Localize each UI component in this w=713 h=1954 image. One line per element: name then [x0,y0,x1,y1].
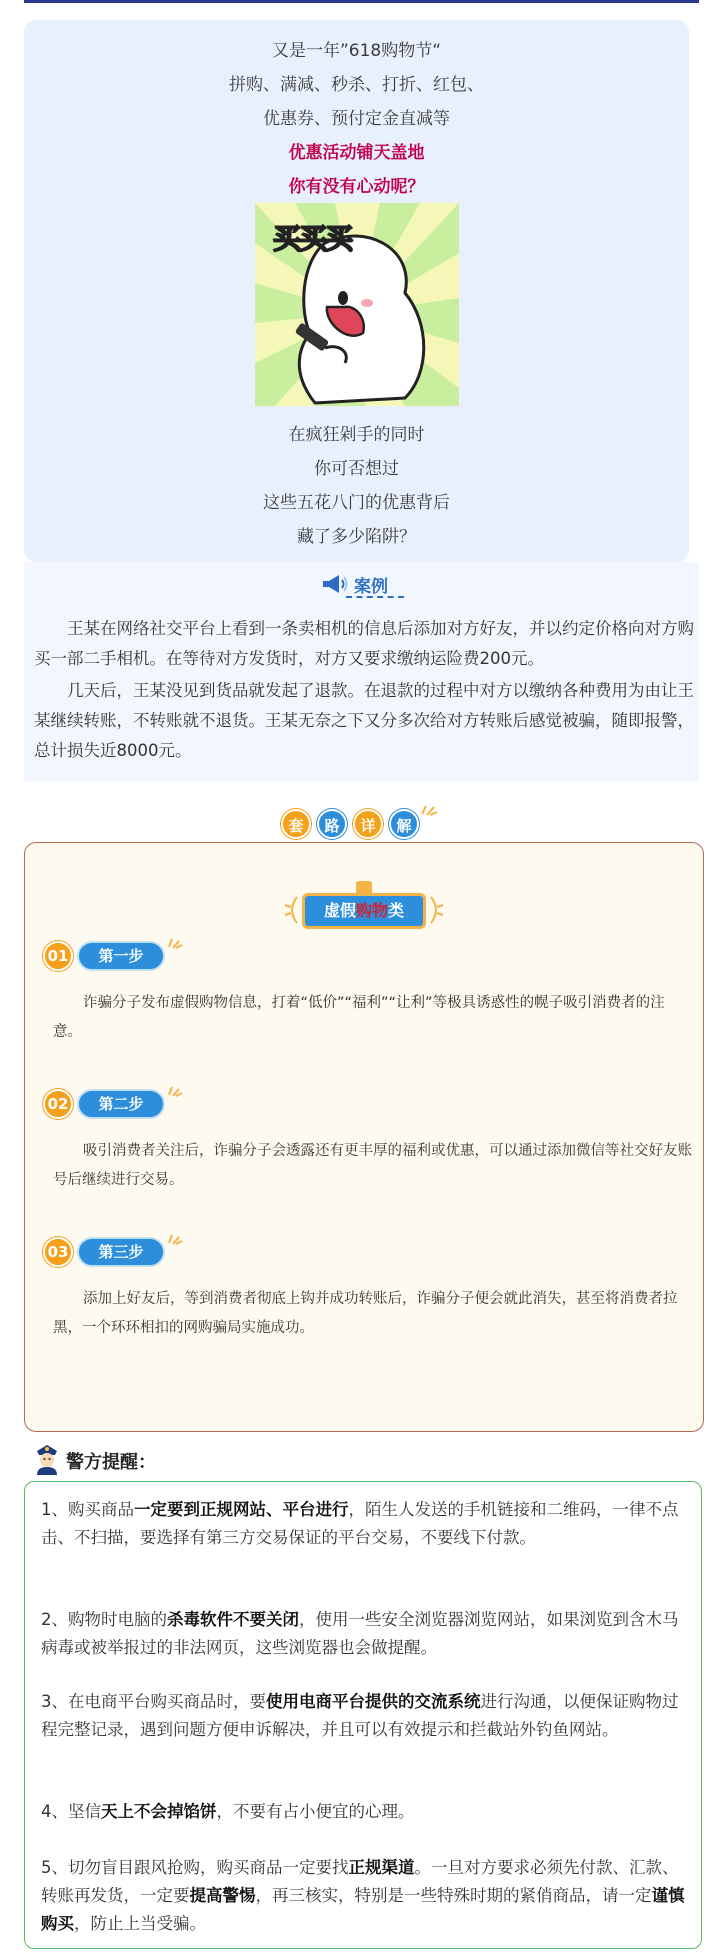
warning-item-5 [41,1854,689,1938]
warning-text: ，再三核实，特别是一些特殊时期的紧俏商品，请一定 [255,1886,652,1905]
title-char-2: 路 [317,809,347,839]
sparkle-icon [167,935,183,949]
routine-panel [24,842,704,1432]
warning-bold-text: 正规渠道 [348,1858,415,1877]
warning-item-1 [41,1496,689,1552]
category-text-highlight: 购物 [355,901,388,920]
intro-after-4: 藏了多少陷阱？ [297,527,416,547]
warning-text: 1、购买商品 [41,1500,134,1519]
warning-bold-text: 杀毒软件不要关闭 [167,1610,299,1629]
case-paragraph-1: 王某在网络社交平台上看到一条卖相机的信息后添加对方好友，并以约定价格向对方购买一部二手相机。在等待对方发货时，对方又要求缴纳运险费200元。 [34,619,694,668]
warning-bold-text: 谨慎购买 [41,1886,685,1933]
step-number-3: 03 [43,1237,73,1267]
title-char-4: 解 [389,809,419,839]
step-label-1: 第一步 [77,941,165,971]
warning-text: 。一旦对方要求必须先付款、汇款、转账再发货，一定要 [41,1858,679,1905]
intro-highlight-1: 优惠活动铺天盖地 [288,143,425,163]
top-divider [24,0,699,3]
case-panel [24,562,699,782]
warning-text: 3、在电商平台购买商品时，要 [41,1692,266,1711]
warning-item-2 [41,1606,689,1662]
warning-bold-text: 天上不会掉馅饼 [101,1802,217,1821]
buy-buy-buy-meme [255,203,459,406]
intro-line-1: 又是一年”618购物节“ [271,41,442,61]
step-number-1: 01 [43,941,73,971]
step-text-1: 诈骗分子发布虚假购物信息，打着“低价”“福利”“让利”等极具诱惑性的幌子吸引消费者的注意。 [53,995,665,1040]
intro-after-2: 你可否想过 [314,459,399,479]
step-number-2: 02 [43,1089,73,1119]
step-text-2: 吸引消费者关注后，诈骗分子会透露还有更丰厚的福利或优惠，可以通过添加微信等社交好友账号后继续进行交易。 [53,1143,692,1188]
bracket-right-icon [429,895,445,925]
intro-after-3: 这些五花八门的优惠背后 [263,493,450,513]
sparkle-icon [420,800,438,816]
warning-text: ，陌生人发送的手机链接和二维码，一律不点击、不扫描，要选择有第三方交易保证的平台交易，不要线下付款。 [41,1500,679,1547]
warning-bold-text: 使用电商平台提供的交流系统 [266,1692,481,1711]
category-badge [302,893,426,929]
step-text-3: 添加上好友后，等到消费者彻底上钩并成功转账后，诈骗分子便会就此消失，甚至将消费者拉黑，一个环环相扣的网购骗局实施成功。 [53,1291,678,1336]
warning-text: ，使用一些安全浏览器浏览网站，如果浏览到含木马病毒或被举报过的非法网页，这些浏览器也会做提醒。 [41,1610,679,1657]
sparkle-icon [167,1231,183,1245]
warning-text: 5、切勿盲目跟风抢购，购买商品一定要找 [41,1858,349,1877]
warning-item-3 [41,1688,689,1744]
warning-text: ，防止上当受骗。 [74,1914,206,1933]
case-title-underline [346,596,404,598]
intro-after-1: 在疯狂剁手的同时 [288,425,425,445]
warning-text: 2、购物时电脑的 [41,1610,167,1629]
pin-icon [356,881,372,893]
category-text-after: 类 [388,901,405,920]
intro-line-2: 拼购、满减、秒杀、打折、红包、 [229,75,484,95]
bracket-left-icon [283,895,299,925]
police-warning-title: 警方提醒： [66,1452,156,1473]
step-label-2: 第二步 [77,1089,165,1119]
warning-item-4 [41,1798,689,1826]
step-label-3: 第三步 [77,1237,165,1267]
intro-panel [24,20,689,562]
sparkle-icon [167,1083,183,1097]
intro-highlight-2: 你有没有心动呢？ [288,177,425,197]
case-paragraph-2: 几天后，王某没见到货品就发起了退款。在退款的过程中对方以缴纳各种费用为由让王某继续转账，不转账就不退货。王某无奈之下又分多次给对方转账后感觉被骗，随即报警，总计损失近8000元。 [34,681,694,760]
intro-line-3: 优惠券、预付定金直减等 [263,109,450,129]
title-char-1: 套 [281,809,311,839]
warning-text: ，不要有占小便宜的心理。 [216,1802,415,1821]
category-text-before: 虚假 [323,901,356,920]
case-title: 案例 [354,577,388,597]
warning-text: 4、坚信 [41,1802,101,1821]
police-warning-panel [24,1481,702,1949]
meme-caption: 买买买 [273,222,352,255]
title-char-3: 详 [353,809,383,839]
warning-bold-text: 提高警惕 [189,1886,256,1905]
warning-text: 进行沟通，以便保证购物过程完整记录，遇到问题方便申诉解决，并且可以有效提示和拦截站外钓鱼网站。 [41,1692,679,1739]
warning-bold-text: 一定要到正规网站、平台进行 [134,1500,349,1519]
megaphone-icon [320,572,348,596]
police-officer-icon [34,1443,60,1475]
